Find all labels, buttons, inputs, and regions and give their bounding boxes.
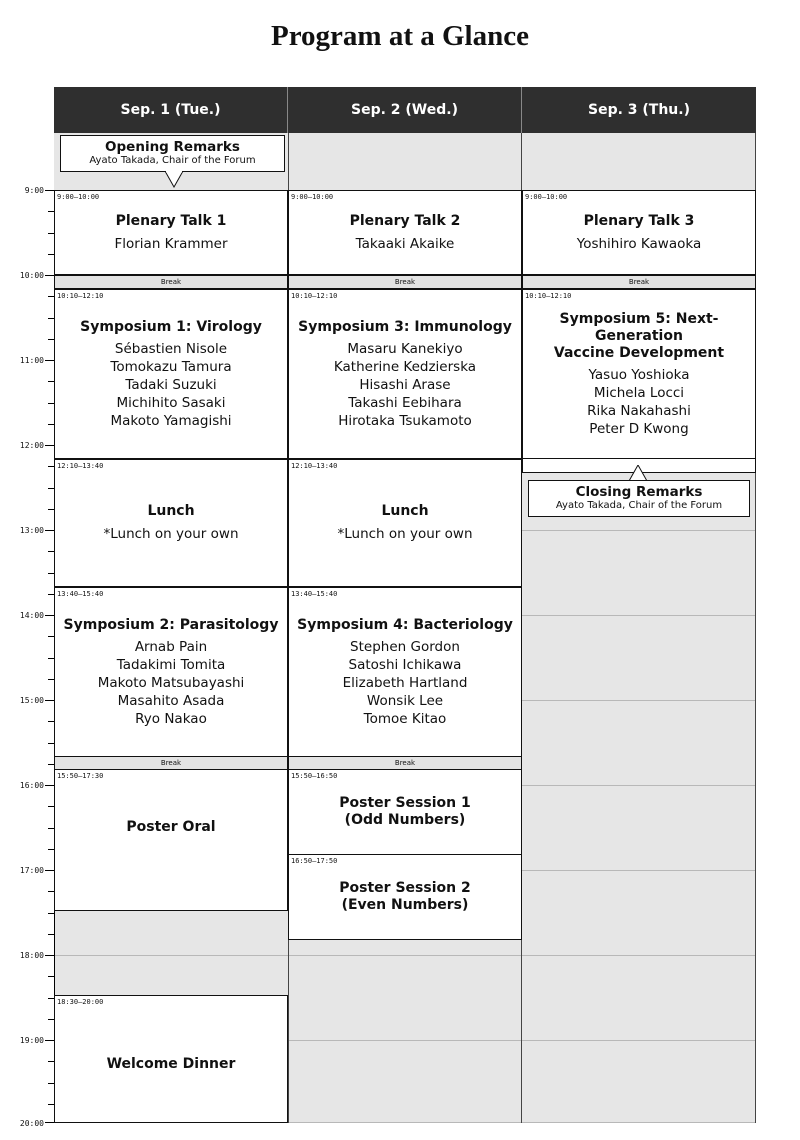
session-symposium-3 [288, 289, 522, 459]
session-time: 15:50–17:30 [57, 772, 104, 780]
speaker-name: Masaru Kanekiyo [347, 340, 463, 357]
session-welcome-dinner [54, 995, 288, 1123]
time-label: 14:00 [19, 611, 44, 620]
speaker-name: Tomokazu Tamura [110, 358, 232, 375]
session-plenary-3 [522, 190, 756, 275]
time-label: 19:00 [19, 1036, 44, 1045]
hour-gridline [54, 955, 756, 956]
session-title: Lunch [147, 503, 195, 519]
time-label: 20:00 [19, 1119, 44, 1128]
session-lunch-sep2 [288, 459, 522, 587]
speaker-name: Michihito Sasaki [116, 394, 226, 411]
session-title-line2: Vaccine Development [553, 344, 725, 361]
opening-remarks-subtitle: Ayato Takada, Chair of the Forum [89, 155, 256, 166]
session-title: Welcome Dinner [106, 1055, 236, 1072]
session-symposium-4 [288, 587, 522, 757]
session-poster-oral [54, 769, 288, 911]
speaker-name: Wonsik Lee [366, 692, 444, 709]
session-title-line2: (Even Numbers) [341, 897, 469, 913]
session-symposium-5 [522, 289, 756, 459]
session-time: 10:10–12:10 [291, 292, 338, 300]
session-time: 10:10–12:10 [57, 292, 104, 300]
speaker-name: Yoshihiro Kawaoka [576, 235, 702, 252]
session-time: 12:10–13:40 [291, 462, 338, 470]
speaker-name: Stephen Gordon [350, 638, 460, 655]
minor-tick [48, 913, 55, 914]
opening-remarks-title: Opening Remarks [105, 139, 240, 155]
speaker-name: Masahito Asada [117, 692, 225, 709]
time-label: 13:00 [19, 526, 44, 535]
session-title-line1: Poster Session 1 [339, 795, 471, 811]
session-title-line1: Poster Session 2 [339, 880, 471, 896]
time-label: 12:00 [19, 441, 44, 450]
session-time: 13:40–15:40 [291, 590, 338, 598]
session-symposium-2 [54, 587, 288, 757]
speaker-name: Peter D Kwong [589, 420, 689, 437]
speaker-name: Arnab Pain [134, 638, 208, 655]
time-label: 10:00 [19, 271, 44, 280]
break-bar: Break [54, 756, 288, 770]
session-time: 10:10–12:10 [525, 292, 572, 300]
session-plenary-2 [288, 190, 522, 275]
speaker-list [587, 366, 691, 438]
speaker-name: Ryo Nakao [135, 710, 207, 727]
session-title: Plenary Talk 2 [349, 212, 461, 229]
closing-remarks-title: Closing Remarks [575, 484, 703, 500]
speaker-name: Michela Locci [593, 384, 685, 401]
minor-tick [48, 976, 55, 977]
session-time: 9:00–10:00 [291, 193, 334, 201]
speaker-name: Rika Nakahashi [587, 402, 691, 419]
speaker-list [98, 638, 245, 728]
opening-remarks-callout [60, 135, 285, 172]
speaker-name: Sébastien Nisole [114, 340, 228, 357]
page-title: Program at a Glance [271, 20, 529, 52]
session-title: Symposium 3: Immunology [298, 318, 512, 335]
session-plenary-1 [54, 190, 288, 275]
break-bar: Break [288, 275, 522, 289]
session-lunch-sep1 [54, 459, 288, 587]
speaker-name: Elizabeth Hartland [342, 674, 468, 691]
speaker-name: Makoto Matsubayashi [97, 674, 245, 691]
session-title: Symposium 1: Virology [80, 318, 262, 335]
time-label: 9:00 [24, 186, 44, 195]
session-time: 12:10–13:40 [57, 462, 104, 470]
speaker-list [110, 340, 231, 430]
day-header-sep1: Sep. 1 (Tue.) [54, 87, 288, 133]
break-bar: Break [522, 275, 756, 289]
session-note: *Lunch on your own [337, 526, 473, 542]
time-label: 18:00 [19, 951, 44, 960]
break-bar: Break [288, 756, 522, 770]
speaker-name: Tomoe Kitao [363, 710, 447, 727]
opening-callout-pointer [165, 171, 183, 188]
session-time: 15:50–16:50 [291, 772, 338, 780]
speaker-name: Makoto Yamagishi [110, 412, 232, 429]
minor-tick [48, 934, 55, 935]
speaker-name: Hisashi Arase [359, 376, 451, 393]
speaker-name: Yasuo Yoshioka [588, 366, 690, 383]
session-poster-2 [288, 854, 522, 940]
session-title-line1: Symposium 5: Next-Generation [559, 310, 719, 344]
session-note: *Lunch on your own [103, 526, 239, 542]
speaker-name: Satoshi Ichikawa [348, 656, 462, 673]
session-title: Lunch [381, 503, 429, 519]
session-title: Symposium 4: Bacteriology [297, 616, 513, 633]
break-bar: Break [54, 275, 288, 289]
session-title: Plenary Talk 1 [115, 212, 227, 229]
time-label: 15:00 [19, 696, 44, 705]
speaker-name: Takaaki Akaike [355, 235, 455, 252]
session-time: 9:00–10:00 [57, 193, 100, 201]
session-title: Symposium 2: Parasitology [63, 616, 279, 633]
day-header-sep3: Sep. 3 (Thu.) [522, 87, 756, 133]
session-symposium-1 [54, 289, 288, 459]
speaker-name: Tadaki Suzuki [125, 376, 217, 393]
closing-remarks-callout [528, 480, 750, 517]
speaker-list [334, 340, 476, 430]
day-header-sep2: Sep. 2 (Wed.) [288, 87, 522, 133]
session-title: Plenary Talk 3 [583, 212, 695, 229]
session-title: Poster Oral [126, 819, 216, 835]
speaker-name: Hirotaka Tsukamoto [338, 412, 472, 429]
session-time: 9:00–10:00 [525, 193, 568, 201]
time-label: 17:00 [19, 866, 44, 875]
speaker-name: Tadakimi Tomita [116, 656, 226, 673]
speaker-name: Takashi Eebihara [348, 394, 462, 411]
time-label: 11:00 [19, 356, 44, 365]
hour-tick [45, 955, 55, 956]
speaker-name: Katherine Kedzierska [333, 358, 477, 375]
session-time: 16:50–17:50 [291, 857, 338, 865]
session-time: 13:40–15:40 [57, 590, 104, 598]
time-label: 16:00 [19, 781, 44, 790]
session-time: 18:30–20:00 [57, 998, 104, 1006]
session-title-line2: (Odd Numbers) [344, 812, 466, 828]
speaker-name: Florian Krammer [114, 235, 228, 252]
closing-remarks-subtitle: Ayato Takada, Chair of the Forum [555, 500, 723, 511]
session-poster-1 [288, 769, 522, 855]
speaker-list [343, 638, 468, 728]
